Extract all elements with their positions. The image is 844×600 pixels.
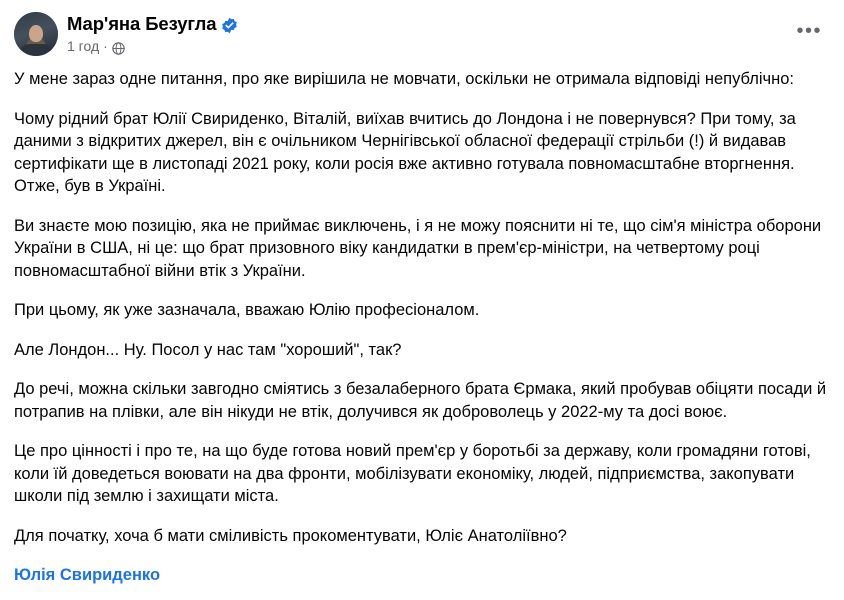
- post-header-text: [67, 12, 238, 54]
- avatar-face: [29, 25, 43, 42]
- post-paragraph: Це про цінності і про те, на що буде готова новий прем'єр у боротьбі за державу, коли громадяни готові, коли їй доведеться воювати на два фронти, мобілізувати економіку, людей, підприємства, закопувати школи під землю і захищати міста.: [14, 442, 811, 505]
- post-paragraph: У мене зараз одне питання, про яке вирішила не мовчати, оскільки не отримала відповіді непублічно:: [14, 70, 794, 88]
- post-timestamp[interactable]: 1 год: [67, 38, 100, 54]
- post-paragraph: Для початку, хоча б мати сміливість прокоментувати, Юліє Анатоліївно?: [14, 526, 567, 545]
- author-row: [67, 13, 238, 35]
- post-meta: [67, 38, 238, 54]
- post-paragraph: Ви знаєте мою позицію, яка не приймає виключень, і я не можу пояснити ні те, що сім'я міністра оборони України в США, ні це: що брат призовного віку кандидатки в прем'єр-міністри, на четвертому році повномасштабної війни втік з України.: [14, 216, 822, 280]
- post-paragraph: Чому рідний брат Юлії Свириденко, Віталій, виїхав вчитись до Лондона і не повернувся? При тому, за даними з відкритих джерел, він є очільником Чернігівської обласної федерації стрільби (!) й видавав сертифікати ще в листопаді 2021 року, коли росія вже активно готувала повномасштабне вторгнення. Отже, був в Україні.: [14, 109, 796, 195]
- post-more-options-button[interactable]: •••: [796, 20, 822, 42]
- avatar-shoulders: [18, 44, 54, 56]
- globe-icon[interactable]: [112, 42, 125, 55]
- mention-link[interactable]: Юлія Свириденко: [14, 566, 161, 584]
- author-name[interactable]: Мар'яна Безугла: [67, 13, 217, 34]
- post-body: [14, 62, 830, 587]
- verified-badge-icon: [221, 17, 238, 34]
- meta-separator: ·: [103, 38, 108, 54]
- post-paragraph: Але Лондон... Ну. Посол у нас там "хороший", так?: [14, 340, 402, 359]
- post-header: [14, 10, 830, 62]
- post-paragraph: До речі, можна скільки завгодно сміятись з безалаберного брата Єрмака, який пробував обіцяти посади й потрапив на плівки, але він нікуди не втік, долучився як доброволець у 2022-му та досі воює.: [14, 380, 827, 421]
- post-mention-line: [14, 564, 830, 587]
- avatar[interactable]: [14, 12, 58, 56]
- post-paragraph: При цьому, як уже зазначала, вважаю Юлію професіоналом.: [14, 301, 480, 319]
